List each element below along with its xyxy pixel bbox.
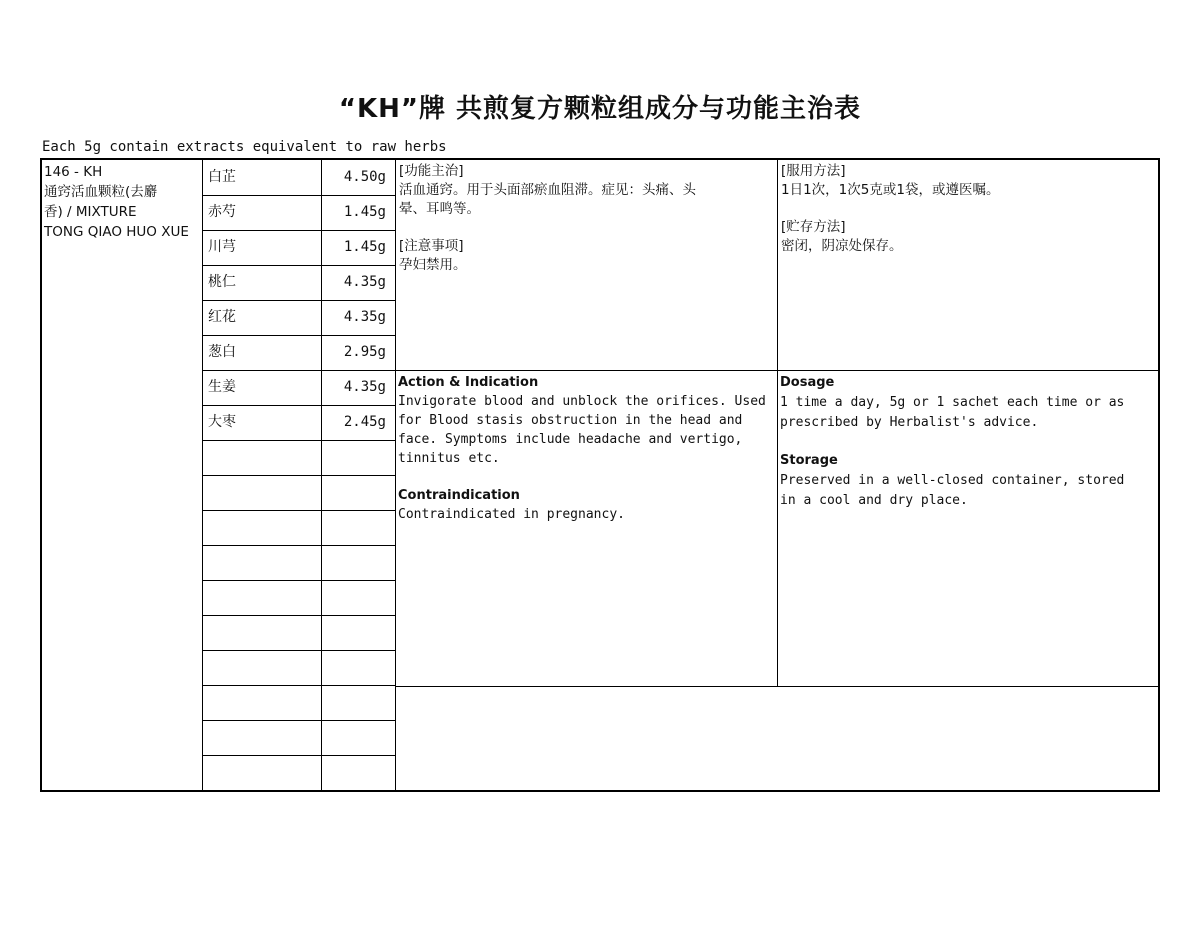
en-dosage-line1: 1 time a day, 5g or 1 sachet each time or as xyxy=(780,395,1125,410)
cn-usage-cell xyxy=(781,162,1156,256)
en-storage-heading: Storage xyxy=(780,453,838,468)
herb-row-divider xyxy=(202,475,395,476)
cn-indication-line2: 晕、耳鸣等。 xyxy=(399,201,480,217)
herb-row-divider xyxy=(202,685,395,686)
herb-name: 葱白 xyxy=(208,344,236,360)
cn-storage-heading: [贮存方法] xyxy=(781,219,846,235)
herb-dose: 1.45g xyxy=(343,204,386,220)
en-indication-heading: Action & Indication xyxy=(398,375,539,390)
herb-row-divider xyxy=(202,440,395,441)
divider-cn-en xyxy=(395,370,1160,371)
en-indication-line3: face. Symptoms include headache and vertigo, xyxy=(398,432,743,447)
cn-caution-heading: [注意事项] xyxy=(399,238,464,254)
en-indication-line4: tinnitus etc. xyxy=(398,451,500,466)
en-indication-line1: Invigorate blood and unblock the orifices. Used xyxy=(398,394,766,409)
page-title: “KH”牌 共煎复方颗粒组成分与功能主治表 xyxy=(338,94,862,124)
cn-usage-text: 1日1次，1次5克或1袋，或遵医嘱。 xyxy=(781,182,1000,198)
en-storage-line2: in a cool and dry place. xyxy=(780,493,968,508)
herb-dose: 1.45g xyxy=(343,239,386,255)
herb-name: 白芷 xyxy=(208,169,236,185)
en-dosage-heading: Dosage xyxy=(780,375,835,390)
herb-dose: 4.35g xyxy=(343,309,386,325)
product-name-en: TONG QIAO HUO XUE xyxy=(44,224,189,240)
herb-name: 生姜 xyxy=(208,379,236,395)
herb-name: 川芎 xyxy=(208,239,236,255)
herb-name: 大枣 xyxy=(208,414,236,430)
herb-dose: 4.35g xyxy=(343,379,386,395)
herb-name: 桃仁 xyxy=(208,274,236,290)
product-cell xyxy=(44,162,200,242)
en-dosage-line2: prescribed by Herbalist's advice. xyxy=(780,415,1039,430)
cn-caution-text: 孕妇禁用。 xyxy=(399,257,467,273)
herb-row-divider xyxy=(202,720,395,721)
herb-row-divider xyxy=(202,545,395,546)
herb-dose: 2.45g xyxy=(343,414,386,430)
divider-en-empty xyxy=(395,686,1160,687)
herb-dose: 4.35g xyxy=(343,274,386,290)
cn-indication-line1: 活血通窍。用于头面部瘀血阻滞。症见：头痛、头 xyxy=(399,182,696,198)
cn-indication-heading: [功能主治] xyxy=(399,163,464,179)
cn-indication-cell xyxy=(399,162,774,275)
herb-row-divider xyxy=(202,650,395,651)
product-name-cn2: 香) / MIXTURE xyxy=(44,204,137,220)
herb-name: 赤芍 xyxy=(208,204,236,220)
product-name-cn: 通窍活血颗粒(去麝 xyxy=(44,184,158,200)
cn-usage-heading: [服用方法] xyxy=(781,163,846,179)
composition-table xyxy=(40,158,1160,792)
product-code: 146 - KH xyxy=(44,164,103,180)
herb-name: 红花 xyxy=(208,309,236,325)
herb-row-divider xyxy=(202,615,395,616)
en-contra-heading: Contraindication xyxy=(398,488,520,503)
herb-row-divider xyxy=(202,580,395,581)
divider-dose-info xyxy=(395,160,396,790)
en-contra-text: Contraindicated in pregnancy. xyxy=(398,507,625,522)
herb-dose: 2.95g xyxy=(343,344,386,360)
en-dosage-cell xyxy=(780,373,1158,511)
extract-note: Each 5g contain extracts equivalent to raw herbs xyxy=(42,139,447,155)
herb-dose: 4.50g xyxy=(343,169,386,185)
herb-row-divider xyxy=(202,755,395,756)
divider-indication-usage xyxy=(777,160,778,686)
herb-row-divider xyxy=(202,510,395,511)
en-storage-line1: Preserved in a well-closed container, stored xyxy=(780,473,1125,488)
en-indication-line2: for Blood stasis obstruction in the head and xyxy=(398,413,743,428)
en-indication-cell xyxy=(398,373,776,524)
cn-storage-text: 密闭，阴凉处保存。 xyxy=(781,238,903,254)
